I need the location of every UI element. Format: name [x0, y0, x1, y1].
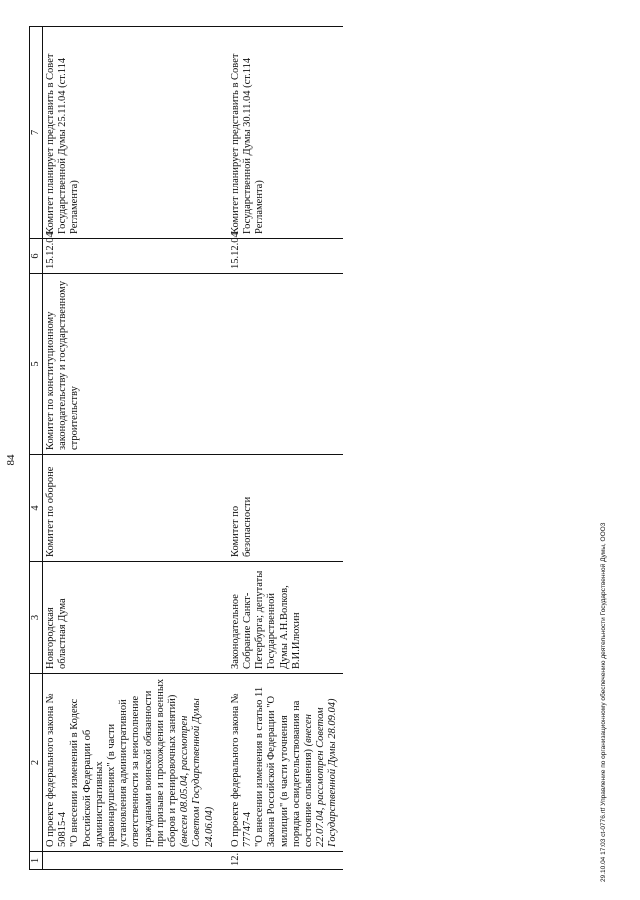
- column-header: 1: [30, 852, 43, 870]
- bill-title: О проекте федерального закона № 50815-4: [45, 693, 69, 847]
- bill-title: О проекте федерального закона № 77747-4: [229, 693, 254, 847]
- co-committee-cell: Комитет по конституционному законодательству и государственному строительству: [43, 274, 219, 455]
- committee-cell: Комитет по безопасности: [219, 455, 343, 562]
- status-cell: Комитет планирует представить в Совет Государственной Думы 25.11.04 (ст.114 Регламента): [43, 27, 219, 239]
- bill-description: "О внесении изменений в Кодекс Российской Федерации об административных правонарушениях" (в части установления административной ответственности за неисполнение гражданами воинской обязанности при призыве и прохождении военных сборов и тренировочных занятий): [69, 678, 179, 847]
- column-header: 6: [30, 239, 43, 274]
- initiator-cell: Новгородская областная Дума: [43, 562, 219, 674]
- date-cell: 15.12.04: [43, 239, 219, 274]
- table-row: [43, 27, 219, 870]
- legislation-table: [29, 26, 343, 870]
- committee-cell: Комитет по обороне: [43, 455, 219, 562]
- column-header: 5: [30, 274, 43, 455]
- co-committee-cell: [219, 274, 343, 455]
- column-header: 4: [30, 455, 43, 562]
- initiator-cell: Законодательное Собрание Санкт-Петербурга; депутаты Государственной Думы А.Н.Волков, В.И.Илюхин: [219, 562, 343, 674]
- page-number: 84: [5, 454, 17, 466]
- bill-note: (внесен 08.05.04, рассмотрен Советом Государственной Думы 24.06.04): [179, 698, 215, 847]
- bill-cell: [43, 674, 219, 852]
- bill-note: (внесен 22.07.04, рассмотрен Советом Государственной Думы 28.09.04): [303, 698, 339, 847]
- table-header-row: [30, 27, 43, 870]
- row-number: 12.: [219, 852, 343, 870]
- row-number: [43, 852, 219, 870]
- bill-cell: [219, 674, 343, 852]
- column-header: 3: [30, 562, 43, 674]
- date-cell: 15.12.04: [219, 239, 343, 274]
- column-header: 2: [30, 674, 43, 852]
- column-header: 7: [30, 27, 43, 239]
- status-cell: Комитет планирует представить в Совет Государственной Думы 30.11.04 (ст.114 Регламента): [219, 27, 343, 239]
- page-footer: 29.10.04 17:03 ct-0776.rtf Управление по организационному обеспечению деятельности Государственной Думы, ООО3: [600, 522, 607, 882]
- table-row: [219, 27, 343, 870]
- bill-description: "О внесении изменения в статью 11 Закона Российской Федерации "О милиции" (в части уточнения порядка освидетельствования на состояние опьянения): [254, 686, 315, 847]
